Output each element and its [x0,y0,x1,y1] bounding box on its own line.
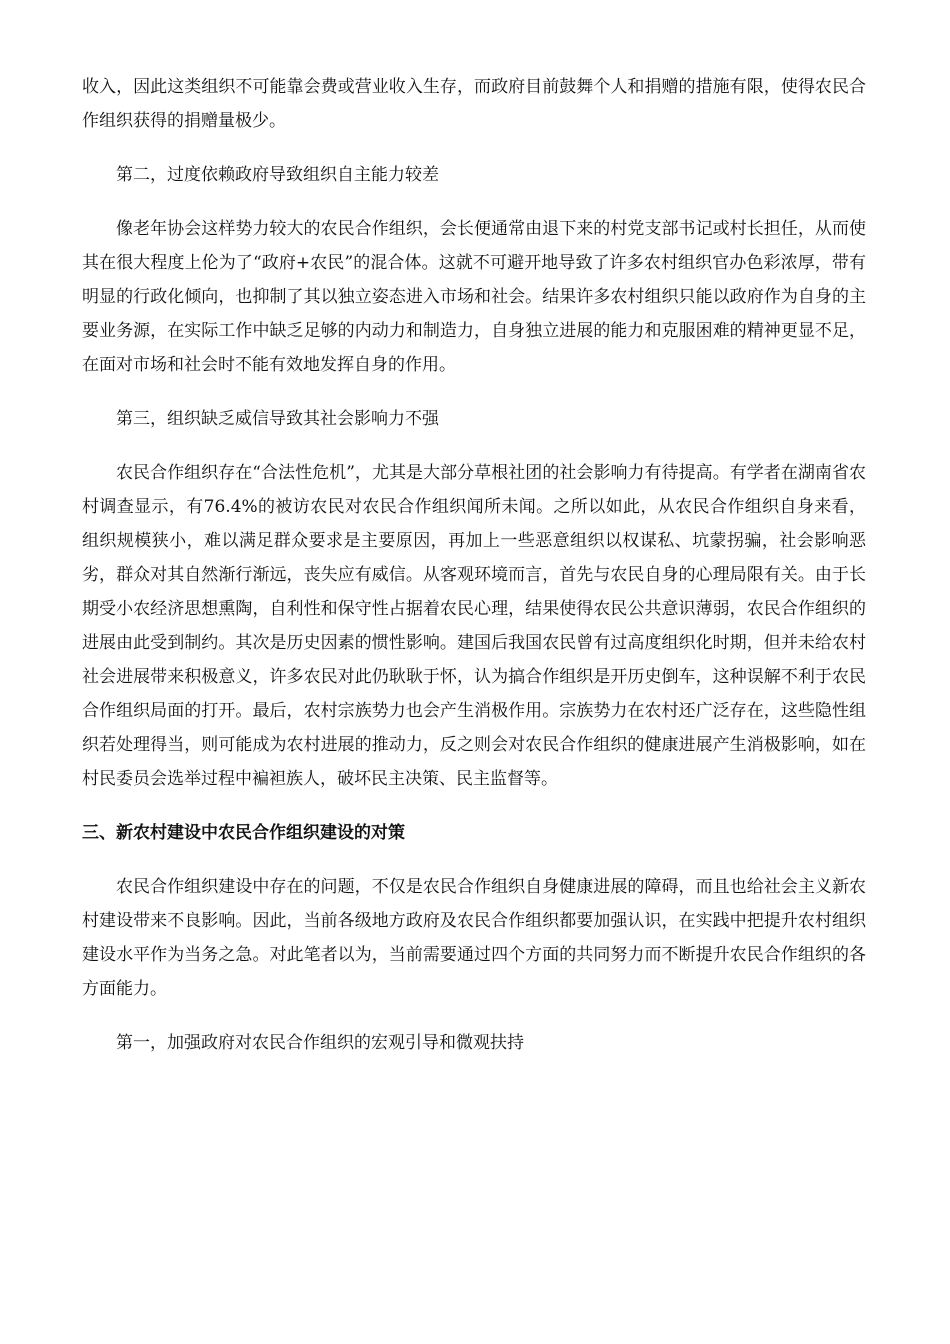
paragraph-government-dependence: 像老年协会这样势力较大的农民合作组织，会长便通常由退下来的村党支部书记或村长担任，从而使其在很大程度上伦为了“政府+农民”的混合体。这就不可避开地导致了许多农村组织官办色彩浓厚，带有明显的行政化倾向，也抑制了其以独立姿态进入市场和社会。结果许多农村组织只能以政府作为自身的主要业务源，在实际工作中缺乏足够的内动力和制造力，自身独立进展的能力和克服困难的精神更显不足，在面对市场和社会时不能有效地发挥自身的作用。 [82,219,866,375]
paragraph-legitimacy: 农民合作组织存在“合法性危机”，尤其是大部分草根社团的社会影响力有待提高。有学者在湖南省农村调查显示，有76.4%的被访农民对农民合作组织闻所未闻。之所以如此，从农民合作组织自身来看，组织规模狭小，难以满足群众要求是主要原因，再加上一些恶意组织以权谋私、坑蒙拐骗，社会影响恶劣，群众对其自然渐行渐远，丧失应有威信。从客观环境而言，首先与农民自身的心理局限有关。由于长期受小农经济思想熏陶，自利性和保守性占据着农民心理，结果使得农民公共意识薄弱，农民合作组织的进展由此受到制约。其次是历史因素的惯性影响。建国后我国农民曾有过高度组织化时期，但并未给农村社会进展带来积极意义，许多农民对此仍耿耿于怀，认为搞合作组织是开历史倒车，这种误解不利于农民合作组织局面的打开。最后，农村宗族势力也会产生消极作用。宗族势力在农村还广泛存在，这些隐性组织若处理得当，则可能成为农村进展的推动力，反之则会对农民合作组织的健康进展产生消极影响，如在村民委员会选举过程中褊袒族人，破坏民主决策、民主监督等。 [82,463,866,789]
subheading-first: 第一，加强政府对农民合作组织的宏观引导和微观扶持 [116,1033,524,1053]
subheading-third: 第三，组织缺乏威信导致其社会影响力不强 [116,409,439,429]
subheading-second: 第二，过度依赖政府导致组织自主能力较差 [116,165,439,185]
paragraph-continuation: 收入，因此这类组织不可能靠会费或营业收入生存，而政府目前鼓舞个人和捐赠的措施有限，使得农民合作组织获得的捐赠量极少。 [82,77,866,131]
section-heading-countermeasures: 三、新农村建设中农民合作组织建设的对策 [82,823,405,843]
paragraph-countermeasures-intro: 农民合作组织建设中存在的问题，不仅是农民合作组织自身健康进展的障碍，而且也给社会主义新农村建设带来不良影响。因此，当前各级地方政府及农民合作组织都要加强认识，在实践中把提升农村组织建设水平作为当务之急。对此笔者以为，当前需要通过四个方面的共同努力而不断提升农民合作组织的各方面能力。 [82,877,866,999]
document-page [82,70,866,1060]
